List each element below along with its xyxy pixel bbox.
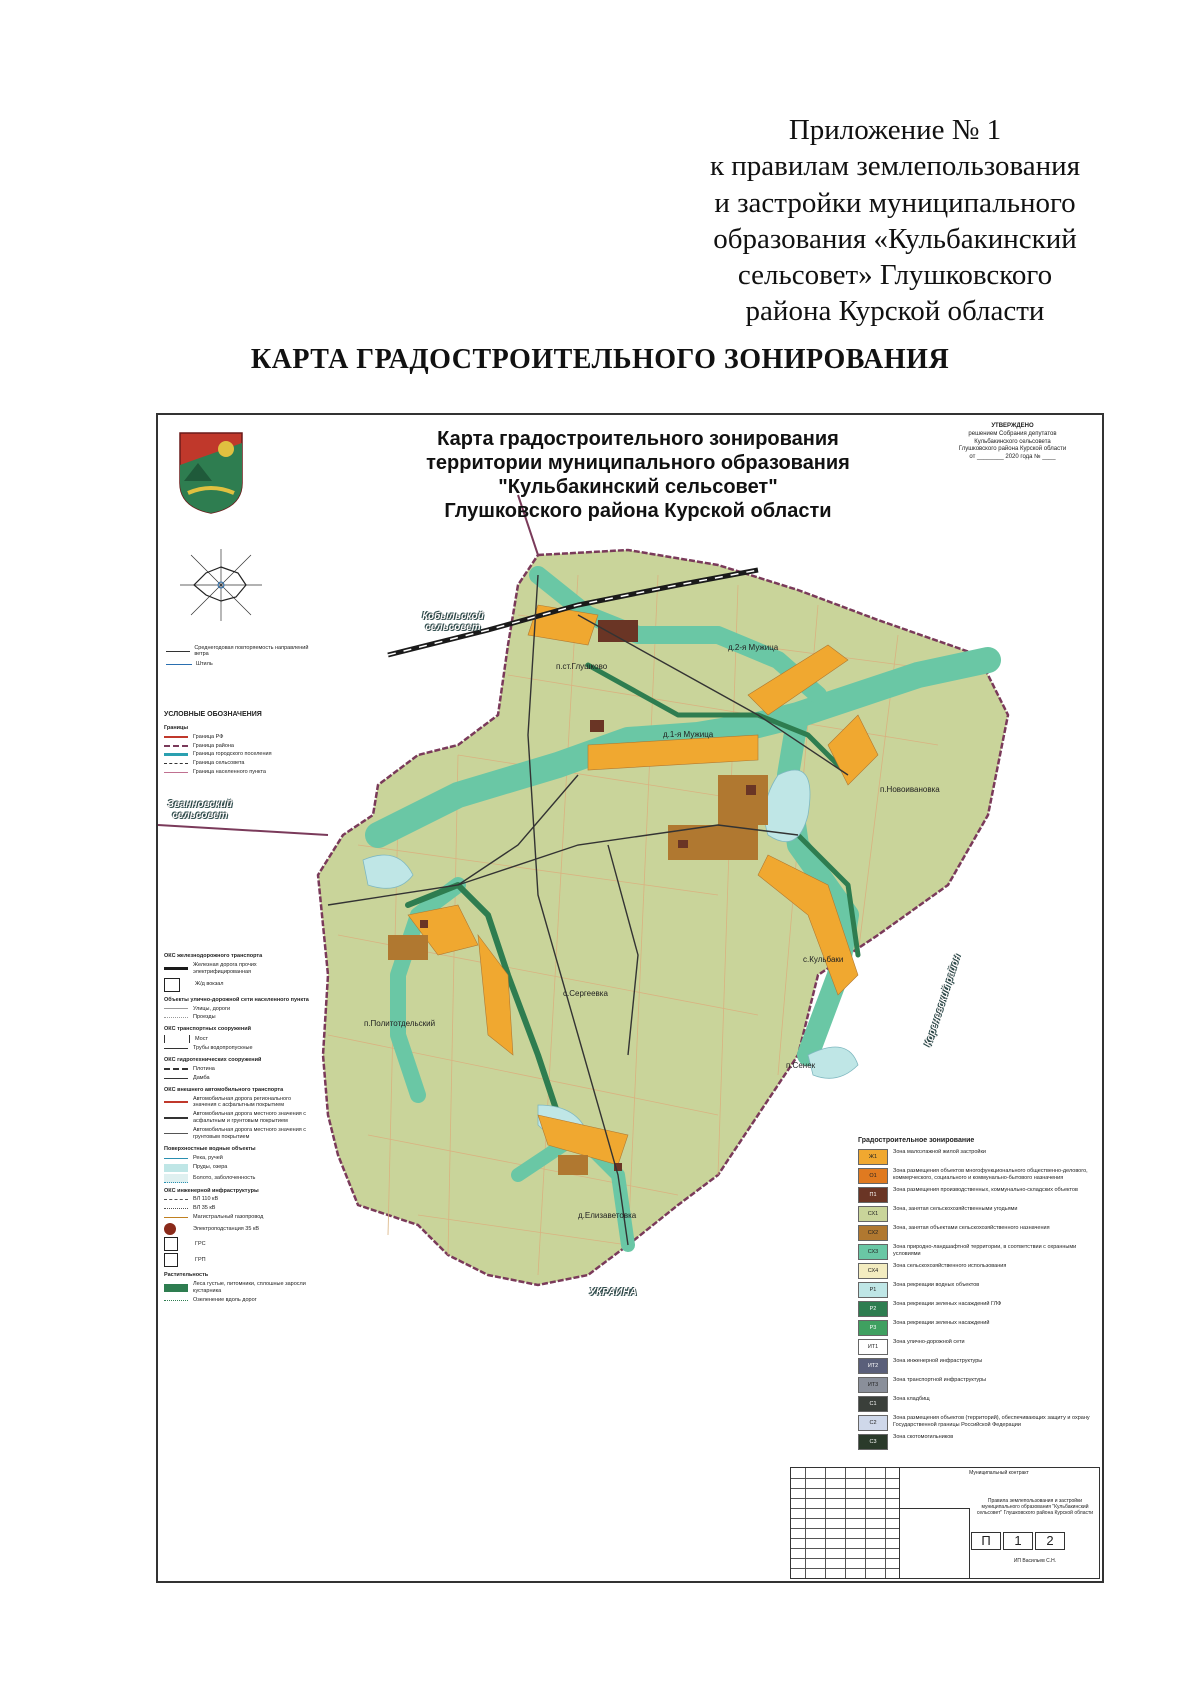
legend-section: ОКС внешнего автомобильного транспорта <box>164 1086 284 1093</box>
zone-label: Зона, занятая сельскохозяйственными угодьями <box>893 1206 1018 1213</box>
legend-heading: УСЛОВНЫЕ ОБОЗНАЧЕНИЯ <box>164 711 262 718</box>
zone-label: Зона инженерной инфраструктуры <box>893 1358 983 1365</box>
legend-item: Граница района <box>193 742 234 749</box>
map-title-line: "Кульбакинский сельсовет" <box>498 476 778 498</box>
legend-item: Автомобильная дорога регионального значения с асфальтным покрытием <box>193 1095 292 1109</box>
settlement-label: п.Политотдельский <box>364 1019 436 1028</box>
production-zone <box>746 785 756 795</box>
coat-of-arms-icon <box>176 429 246 515</box>
neighbor-label: УКРАИНА <box>589 1287 637 1298</box>
zone-label: Зона улично-дорожной сети <box>893 1339 965 1346</box>
zone-swatch: О1 <box>858 1168 888 1184</box>
zoning-legend-item <box>858 1206 1093 1222</box>
legend-item: ВЛ 35 кВ <box>193 1205 216 1212</box>
legend-section: ОКС транспортных сооружений <box>164 1026 251 1033</box>
page-title: КАРТА ГРАДОСТРОИТЕЛЬНОГО ЗОНИРОВАНИЯ <box>250 344 950 375</box>
zone-swatch: Р2 <box>858 1301 888 1317</box>
legend-item: Ж/д вокзал <box>195 981 224 988</box>
zone-label: Зона рекреации зеленых насаждений <box>893 1320 990 1327</box>
legend-section: Объекты улично-дорожной сети населенного пункта <box>164 996 309 1003</box>
zoning-legend-item <box>858 1320 1093 1336</box>
wind-rose-icon <box>176 545 266 625</box>
legend-swatch <box>164 1101 188 1103</box>
appendix-line: к правилам землепользования <box>709 150 1081 183</box>
legend-swatch <box>164 772 188 773</box>
stamp-grid <box>791 1468 900 1578</box>
legend-swatch <box>164 736 188 738</box>
wind-legend-label: Среднегодовая повторяемость направлений ветра <box>194 645 309 657</box>
zone-label: Зона кладбищ <box>893 1396 930 1403</box>
settlement-label: п.Сенек <box>786 1061 816 1070</box>
zoning-legend-item <box>858 1358 1093 1374</box>
stamp-firm: ИП Васильев С.Н. <box>1013 1558 1057 1564</box>
zoning-legend <box>858 1137 1093 1453</box>
zoning-legend-item <box>858 1301 1093 1317</box>
appendix-line: сельсовет» Глушковского <box>737 259 1053 291</box>
legend-section: ОКС гидротехнических сооружений <box>164 1057 262 1063</box>
substation-icon <box>164 1223 176 1235</box>
legend-swatch <box>164 1078 188 1079</box>
stamp-grid-line <box>865 1468 866 1578</box>
legend-swatch <box>164 1199 188 1200</box>
bridge-icon <box>164 1035 190 1043</box>
appendix-line: Приложение № 1 <box>788 114 1002 146</box>
zone-label: Зона размещения производственных, коммунально-складских объектов <box>893 1187 1078 1194</box>
zone-swatch: С2 <box>858 1415 888 1431</box>
approval-note <box>940 423 1085 462</box>
zone-label: Зона размещения объектов многофункционального общественно-делового, коммерческого, социального и коммунально-бытового назначения <box>893 1168 1088 1181</box>
settlement-label: д.Елизаветовка <box>578 1211 637 1220</box>
calm-swatch <box>166 664 192 665</box>
legend-swatch <box>164 1133 188 1134</box>
zoning-legend-item <box>858 1282 1093 1298</box>
legend-item: Озеленение вдоль дорог <box>193 1296 257 1303</box>
legend-swatch <box>164 1117 188 1119</box>
neighbor-label: Кобыльской сельсовет <box>422 611 484 633</box>
legend-section: ОКС инженерной инфраструктуры <box>164 1187 259 1194</box>
settlement-label: п.Новоивановка <box>880 785 940 794</box>
zoning-legend-item <box>858 1168 1093 1184</box>
zone-label: Зона, занятая объектами сельскохозяйственного назначения <box>893 1225 1050 1232</box>
legend-swatch <box>164 967 188 970</box>
zoning-legend-item <box>858 1377 1093 1393</box>
legend-item: Мост <box>195 1035 208 1042</box>
zone-swatch: СХ1 <box>858 1206 888 1222</box>
legend-item: Граница РФ <box>193 733 224 740</box>
stamp-mid <box>899 1508 970 1579</box>
wind-legend <box>166 645 316 667</box>
legend-item: Улицы, дороги <box>193 1005 231 1012</box>
zoning-legend-item <box>858 1244 1093 1260</box>
grs-icon <box>164 1237 178 1251</box>
legend-item: Автомобильная дорога местного значения с асфальтным и грунтовым покрытием <box>193 1111 307 1125</box>
stamp-grid-line <box>825 1468 826 1578</box>
sheet-total: 2 <box>1035 1532 1065 1550</box>
legend-item: Дамба <box>193 1074 210 1081</box>
legend-swatch <box>164 1068 188 1070</box>
legend-swatch <box>164 1158 188 1159</box>
zone-swatch: СХ2 <box>858 1225 888 1241</box>
agri-object-zone <box>558 1155 588 1175</box>
sheet-number: 1 <box>1003 1532 1033 1550</box>
legend-item: Железная дорога прочих электрифицированная <box>193 961 257 975</box>
agri-object-zone <box>718 775 768 825</box>
zoning-legend-item <box>858 1225 1093 1241</box>
approval-line: решением Собрания депутатов <box>968 430 1057 437</box>
settlement-label: с.Кульбаки <box>803 955 844 964</box>
sheet-stage: П <box>971 1532 1001 1550</box>
zone-swatch: С3 <box>858 1434 888 1450</box>
zone-label: Зона скотомогильников <box>893 1434 954 1441</box>
legend-item: Магистральный газопровод <box>193 1214 264 1221</box>
stamp-project: Муниципальный контракт <box>969 1470 1029 1476</box>
legend-swatch <box>164 763 188 764</box>
zoning-legend-item <box>858 1263 1093 1279</box>
legend-section: Поверхностные водные объекты <box>164 1145 256 1152</box>
legend-swatch <box>164 745 188 747</box>
legend-swatch <box>164 1174 188 1183</box>
legend-swatch <box>164 1164 188 1172</box>
map-frame <box>156 413 1104 1583</box>
legend-swatch <box>164 1300 188 1301</box>
legend-item: Плотина <box>193 1065 215 1072</box>
legend-swatch <box>164 1017 188 1018</box>
stamp-grid-line <box>805 1468 806 1578</box>
zone-label: Зона транспортной инфраструктуры <box>893 1377 987 1384</box>
appendix-block <box>690 112 1100 330</box>
legend-item: ВЛ 110 кВ <box>193 1196 219 1203</box>
settlement-label: д.2-я Мужица <box>728 643 779 652</box>
zone-label: Зона сельскохозяйственного использования <box>893 1263 1007 1270</box>
agri-object-zone <box>388 935 428 960</box>
legend-item: Электроподстанция 35 кВ <box>193 1225 260 1232</box>
stamp-title: Правила землепользования и застройки муниципального образования "Кульбакинский сельсовет" Глушковского района Курской области <box>976 1498 1094 1516</box>
stamp-grid-line <box>885 1468 886 1578</box>
legend-item: ГРС <box>195 1240 206 1247</box>
wind-legend-label: Штиль <box>196 661 213 667</box>
zone-swatch: СХ4 <box>858 1263 888 1279</box>
zoning-legend-item <box>858 1396 1093 1412</box>
zone-label: Зона рекреации водных объектов <box>893 1282 980 1289</box>
settlement-label: д.1-я Мужица <box>663 730 714 739</box>
appendix-line: образования «Кульбакинский <box>713 222 1077 255</box>
zoning-legend-rows <box>858 1149 1093 1450</box>
zoning-legend-item <box>858 1434 1093 1450</box>
production-zone <box>598 620 638 642</box>
production-zone <box>590 720 604 732</box>
legend-item: ГРП <box>195 1256 206 1263</box>
legend-swatch <box>164 753 188 756</box>
zone-swatch: ИТ2 <box>858 1358 888 1374</box>
production-zone <box>678 840 688 848</box>
zone-label: Зона природно-ландшафтной территории, в соответствии с охранными условиями <box>893 1244 1077 1257</box>
legend-swatch <box>164 1284 188 1292</box>
zoning-legend-item <box>858 1149 1093 1165</box>
legend-item: Леса густые, питомники, сплошные заросли кустарника <box>193 1280 306 1294</box>
legend-item: Пруды, озера <box>193 1164 228 1171</box>
legend-item: Автомобильная дорога местного значения с грунтовым покрытием <box>193 1127 307 1140</box>
legend-section: Растительность <box>164 1272 209 1278</box>
grp-icon <box>164 1253 178 1267</box>
map-legend <box>164 705 314 1306</box>
approval-line: Кульбакинского сельсовета <box>974 438 1051 445</box>
legend-item: Проезды <box>193 1014 216 1021</box>
zone-label: Зона рекреации зеленых насаждений ГЛФ <box>893 1301 1002 1308</box>
pond <box>808 1047 858 1078</box>
approval-line: УТВЕРЖДЕНО <box>991 423 1034 429</box>
appendix-line: и застройки муниципального <box>714 186 1076 219</box>
legend-swatch <box>164 1208 188 1209</box>
map-title-line: территории муниципального образования <box>426 452 850 474</box>
legend-item: Трубы водопропускные <box>193 1045 253 1052</box>
approval-line: от ________ 2020 года № ____ <box>969 454 1056 461</box>
map-title-line: Карта градостроительного зонирования <box>437 428 839 450</box>
zone-label: Зона малоэтажной жилой застройки <box>893 1149 986 1156</box>
approval-line: Глушковского района Курской области <box>958 446 1067 453</box>
legend-item: Болото, заболоченность <box>193 1174 256 1181</box>
legend-item: Граница населенного пункта <box>193 769 266 776</box>
legend-swatch <box>164 1008 188 1009</box>
zone-swatch: Р1 <box>858 1282 888 1298</box>
zone-swatch: ИТ1 <box>858 1339 888 1355</box>
wind-swatch <box>166 651 190 652</box>
station-icon <box>164 978 180 992</box>
zoning-legend-item <box>858 1339 1093 1355</box>
legend-section: Границы <box>164 724 189 731</box>
legend-item: Река, ручей <box>193 1154 223 1161</box>
stamp-grid-line <box>845 1468 846 1578</box>
legend-item: Граница городского поселения <box>193 751 272 758</box>
map-title-line: Глушковского района Курской области <box>444 500 832 522</box>
zoning-legend-item <box>858 1187 1093 1203</box>
settlement-label: с.Сергеевка <box>563 989 608 998</box>
settlement-label: п.ст.Глушково <box>556 662 608 671</box>
appendix-line: района Курской области <box>745 295 1045 328</box>
zone-label: Зона размещения объектов (территорий), обеспечивающих защиту и охрану Государственной границы Российской Федерации <box>893 1415 1090 1428</box>
zone-swatch: П1 <box>858 1187 888 1203</box>
legend-item: Граница сельсовета <box>193 760 245 767</box>
zone-swatch: Р3 <box>858 1320 888 1336</box>
zone-swatch: С1 <box>858 1396 888 1412</box>
culvert-icon <box>164 1048 188 1049</box>
zone-swatch: Ж1 <box>858 1149 888 1165</box>
zone-swatch: СХ3 <box>858 1244 888 1260</box>
zoning-legend-item <box>858 1415 1093 1431</box>
production-zone <box>420 920 428 928</box>
legend-section: ОКС железнодорожного транспорта <box>164 953 263 959</box>
zoning-legend-heading: Градостроительное зонирование <box>858 1137 975 1144</box>
title-stamp <box>790 1467 1100 1579</box>
neighbor-label: Званновский сельсовет <box>167 799 233 821</box>
zone-swatch: ИТ3 <box>858 1377 888 1393</box>
legend-swatch <box>164 1217 188 1218</box>
neighbor-label: Кореневский район <box>922 952 964 1049</box>
map-title <box>388 427 888 523</box>
